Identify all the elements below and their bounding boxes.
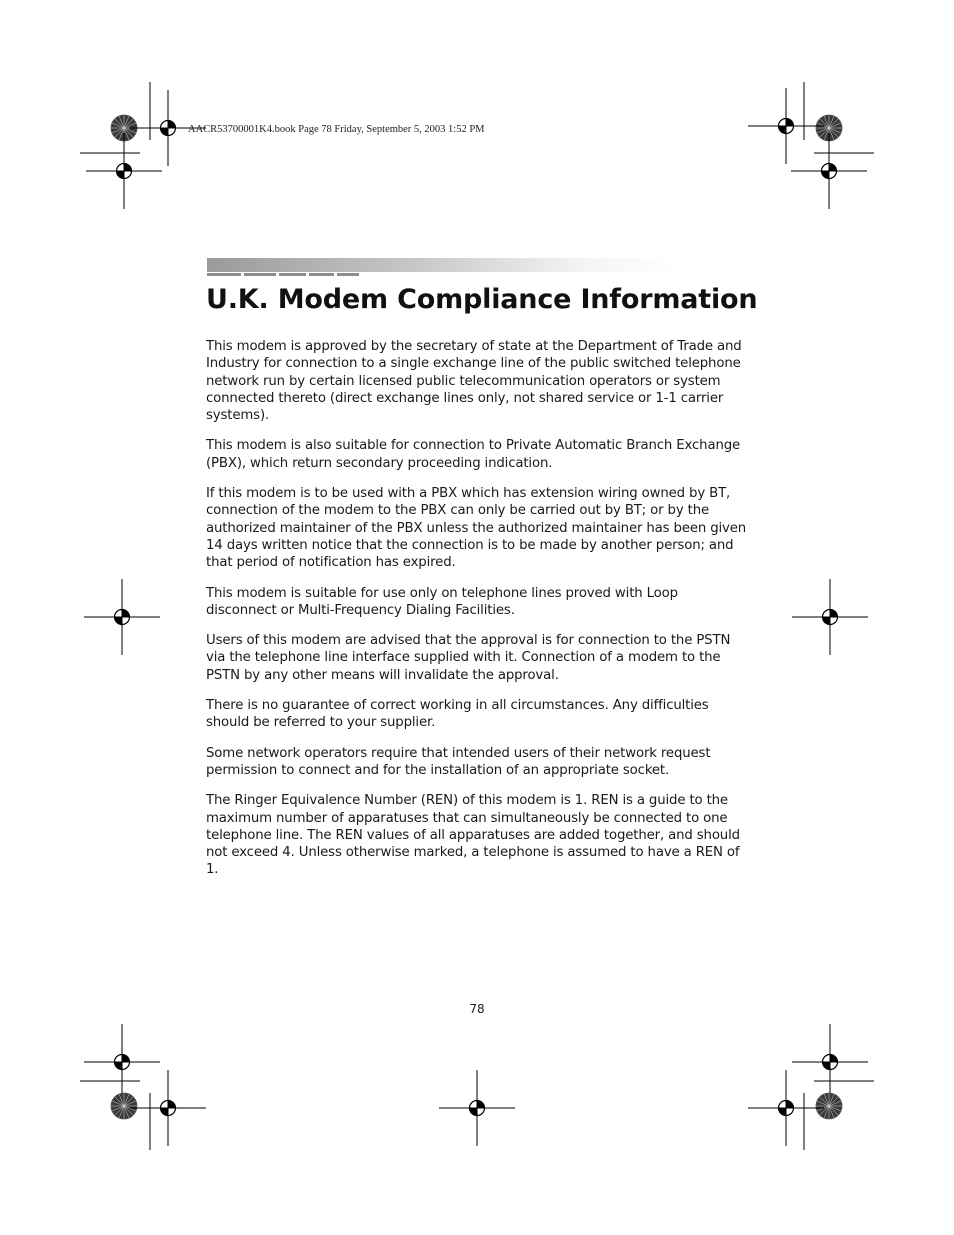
- body-text: [206, 338, 751, 892]
- registration-mark-bottom-left: [130, 1070, 206, 1146]
- star-target-bottom-right: [816, 1093, 842, 1119]
- print-slug: AACR53700001K4.book Page 78 Friday, September 5, 2003 1:52 PM: [188, 124, 485, 135]
- paragraph-pbx-suitability: This modem is also suitable for connection to Private Automatic Branch Exchange (PBX), which return secondary proceeding indication.: [206, 438, 741, 471]
- registration-mark-left-middle: [84, 579, 160, 655]
- registration-mark-left-upper: [86, 133, 162, 209]
- registration-mark-right-lower: [792, 1024, 868, 1100]
- paragraph-ren: The Ringer Equivalence Number (REN) of this modem is 1. REN is a guide to the maximum number of apparatuses that can simultaneously be connected to one telephone line. The REN values of all apparatuses are added together, and should not exceed 4. Unless otherwise marked, a telephone is assumed to have a REN of 1.: [206, 793, 740, 878]
- header-tick-bars: [207, 273, 367, 276]
- paragraph-pstn-approval: Users of this modem are advised that the approval is for connection to the PSTN via the telephone line interface supplied with it. Connection of a modem to the PSTN by any other means will invalidate the approval.: [206, 633, 731, 683]
- registration-mark-left-lower: [84, 1024, 160, 1100]
- registration-mark-bottom-right: [748, 1070, 824, 1146]
- paragraph-approval: This modem is approved by the secretary of state at the Department of Trade and Industry for connection to a single exchange line of the public switched telephone network run by certain licensed public telecommunication operators or system connected thereto (direct exchange lines only, not shared service or 1-1 carrier systems).: [206, 339, 742, 424]
- page-number: 78: [469, 1002, 485, 1016]
- registration-mark-right-upper: [791, 133, 867, 209]
- paragraph-network-operators: Some network operators require that intended users of their network request permission to connect and for the installation of an appropriate socket.: [206, 745, 711, 778]
- registration-mark-top-right: [748, 88, 824, 164]
- paragraph-dialing-facilities: This modem is suitable for use only on telephone lines proved with Loop disconnect or Multi-Frequency Dialing Facilities.: [206, 585, 678, 618]
- header-gradient-band: [207, 258, 677, 272]
- page-title: U.K. Modem Compliance Information: [206, 284, 758, 315]
- star-target-bottom-left: [111, 1093, 137, 1119]
- registration-mark-right-middle: [792, 579, 868, 655]
- paragraph-bt-wiring: If this modem is to be used with a PBX which has extension wiring owned by BT, connection of the modem to the PBX can only be carried out by BT; or by the authorized maintainer of the PBX unless the authorized maintainer has been given 14 days written notice that the connection is to be made by another person; and that period of notification has expired.: [206, 486, 747, 571]
- paragraph-no-guarantee: There is no guarantee of correct working in all circumstances. Any difficulties should be referred to your supplier.: [206, 698, 709, 731]
- registration-mark-bottom-center: [439, 1070, 515, 1146]
